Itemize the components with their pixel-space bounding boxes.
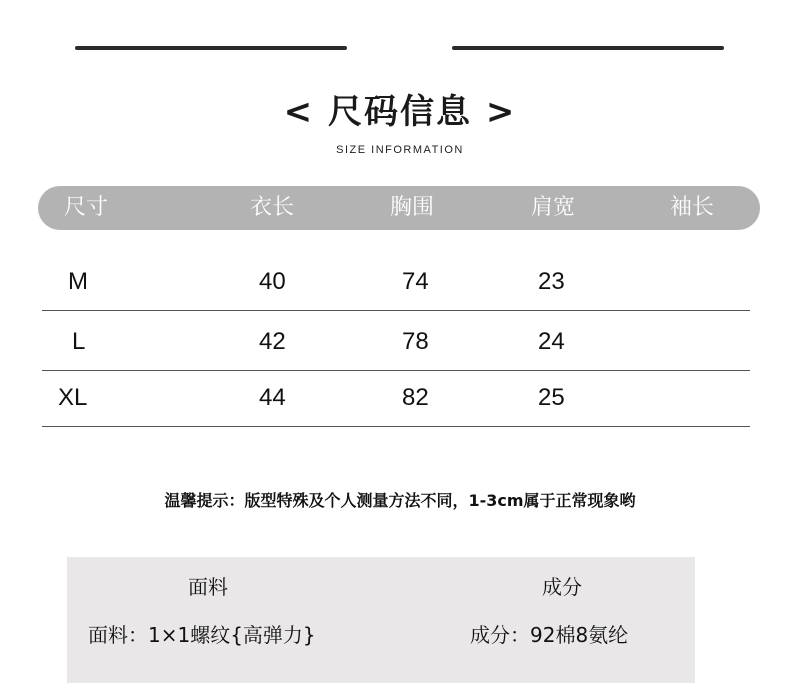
chest-cell: 82 <box>402 384 429 411</box>
column-header-chest: 胸围 <box>390 195 435 220</box>
sizing-notice: 温馨提示：版型特殊及个人测量方法不同，1-3cm属于正常现象哟 <box>164 491 636 510</box>
chest-cell: 74 <box>402 268 429 295</box>
chest-cell: 78 <box>402 328 429 355</box>
fabric-heading: 面料 <box>188 575 228 599</box>
fabric-value: 面料：1×1螺纹{高弹力} <box>88 623 316 647</box>
size-cell: M <box>68 268 88 295</box>
table-row <box>42 370 750 427</box>
shoulder-cell: 23 <box>538 268 565 295</box>
composition-heading: 成分 <box>542 575 582 599</box>
size-cell: XL <box>58 384 88 411</box>
decorative-rule-right <box>452 46 724 50</box>
column-header-length: 衣长 <box>250 195 295 220</box>
page-subtitle: SIZE INFORMATION <box>336 144 464 156</box>
table-row <box>42 314 750 371</box>
decorative-rule-left <box>75 46 347 50</box>
column-header-sleeve: 袖长 <box>670 195 715 220</box>
page-title: < 尺码信息 > <box>283 92 517 132</box>
fabric-info-panel <box>67 557 695 683</box>
composition-value: 成分：92棉8氨纶 <box>470 623 629 647</box>
length-cell: 42 <box>259 328 286 355</box>
shoulder-cell: 25 <box>538 384 565 411</box>
column-header-shoulder: 肩宽 <box>531 195 576 220</box>
length-cell: 40 <box>259 268 286 295</box>
size-table-header <box>38 186 760 230</box>
length-cell: 44 <box>259 384 286 411</box>
table-row <box>42 254 750 311</box>
size-cell: L <box>72 328 86 355</box>
shoulder-cell: 24 <box>538 328 565 355</box>
column-header-size: 尺寸 <box>64 195 109 220</box>
